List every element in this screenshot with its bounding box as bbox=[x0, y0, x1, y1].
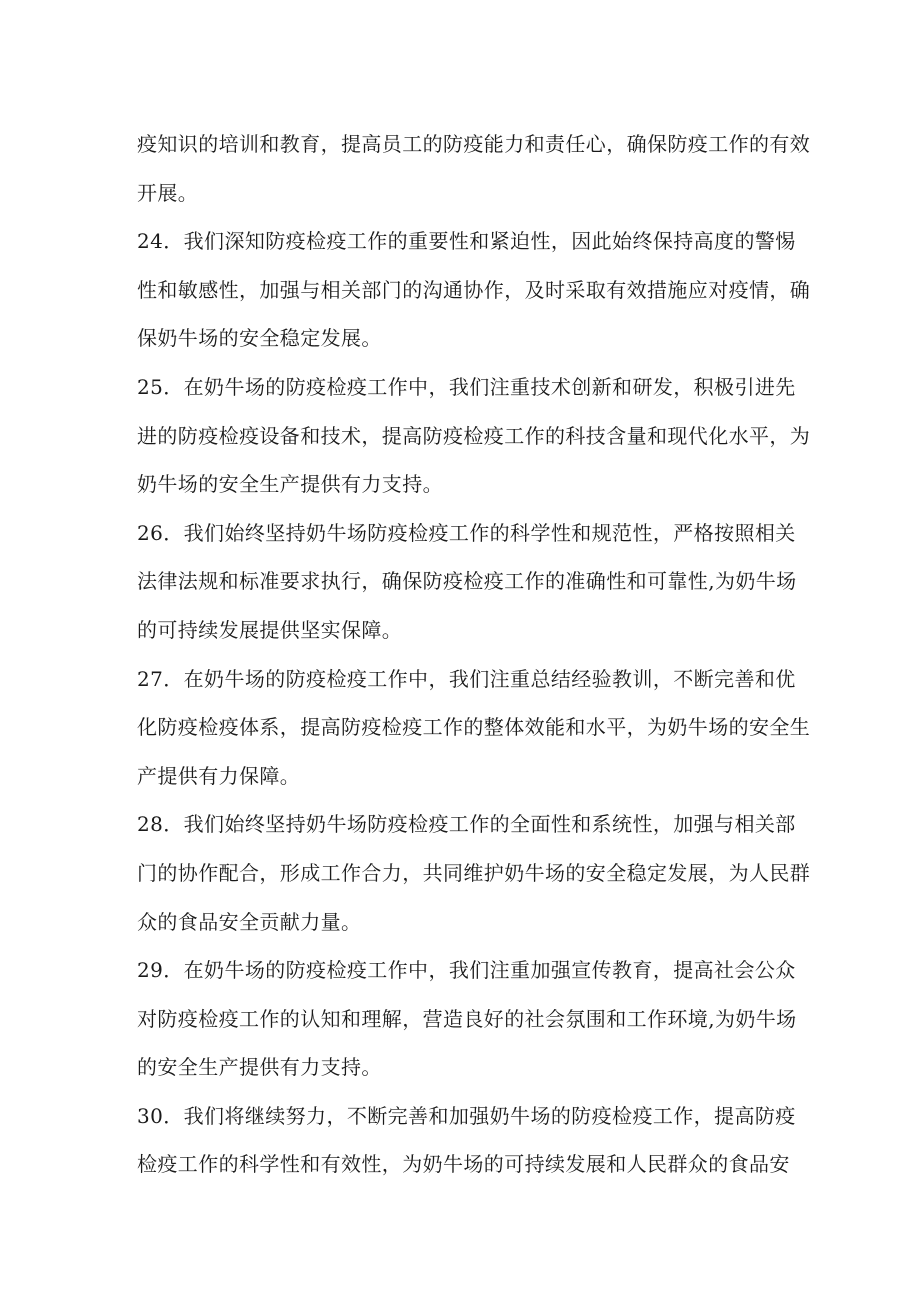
text-line: 疫知识的培训和教育，提高员工的防疫能力和责任心，确保防疫工作的有效 bbox=[137, 132, 811, 156]
text-line: 产提供有力保障。 bbox=[137, 763, 301, 788]
text-line: 25．在奶牛场的防疫检疫工作中，我们注重技术创新和研发，积极引进先 bbox=[137, 374, 796, 399]
text-line: 性和敏感性，加强与相关部门的沟通协作，及时采取有效措施应对疫情，确 bbox=[137, 277, 811, 302]
text-line: 27．在奶牛场的防疫检疫工作中，我们注重总结经验教训，不断完善和优 bbox=[137, 666, 796, 691]
document-body bbox=[137, 120, 811, 1189]
text-line: 化防疫检疫体系，提高防疫检疫工作的整体效能和水平，为奶牛场的安全生 bbox=[137, 715, 811, 740]
text-line: 奶牛场的安全生产提供有力支持。 bbox=[137, 472, 443, 497]
text-line: 进的防疫检疫设备和技术，提高防疫检疫工作的科技含量和现代化水平，为 bbox=[137, 423, 811, 448]
text-line: 28．我们始终坚持奶牛场防疫检疫工作的全面性和系统性，加强与相关部 bbox=[137, 812, 796, 837]
text-line: 保奶牛场的安全稳定发展。 bbox=[137, 326, 382, 351]
text-line: 众的食品安全贡献力量。 bbox=[137, 909, 362, 934]
text-line: 29．在奶牛场的防疫检疫工作中，我们注重加强宣传教育，提高社会公众 bbox=[137, 958, 796, 983]
text-line: 30．我们将继续努力，不断完善和加强奶牛场的防疫检疫工作，提高防疫 bbox=[137, 1103, 796, 1128]
text-line: 门的协作配合，形成工作合力，共同维护奶牛场的安全稳定发展，为人民群 bbox=[137, 860, 811, 885]
text-line: 对防疫检疫工作的认知和理解，营造良好的社会氛围和工作环境,为奶牛场 bbox=[137, 1006, 797, 1031]
text-line: 法律法规和标准要求执行，确保防疫检疫工作的准确性和可靠性,为奶牛场 bbox=[137, 569, 797, 594]
text-line: 26．我们始终坚持奶牛场防疫检疫工作的科学性和规范性，严格按照相关 bbox=[137, 520, 796, 545]
text-line: 开展。 bbox=[137, 180, 199, 205]
text-line: 24．我们深知防疫检疫工作的重要性和紧迫性，因此始终保持高度的警惕 bbox=[137, 229, 796, 254]
text-line: 检疫工作的科学性和有效性，为奶牛场的可持续发展和人民群众的食品安 bbox=[137, 1152, 790, 1177]
text-line: 的可持续发展提供坚实保障。 bbox=[137, 617, 403, 642]
text-line: 的安全生产提供有力支持。 bbox=[137, 1055, 382, 1080]
